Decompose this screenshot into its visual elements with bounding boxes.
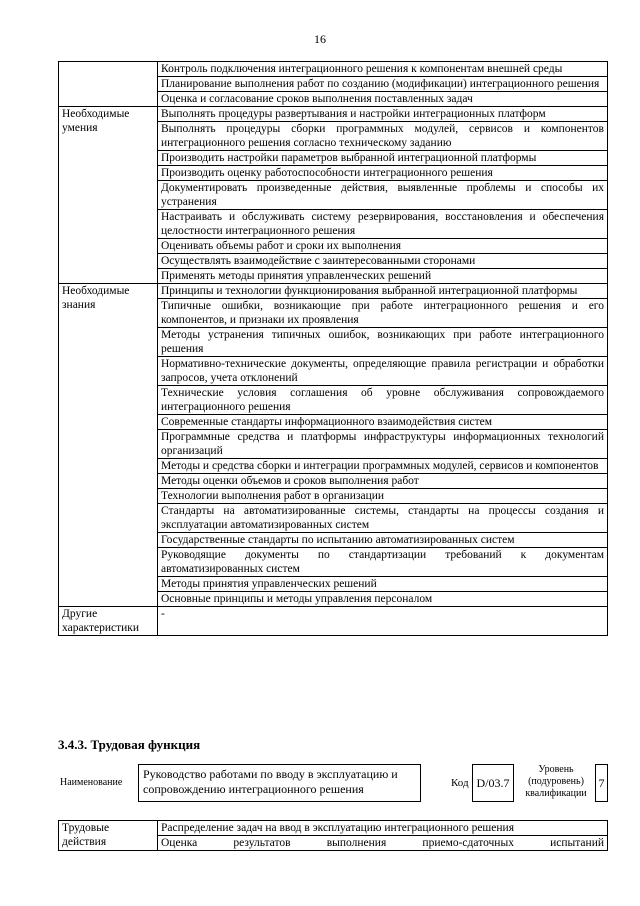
knowledge-item: Стандарты на автоматизированные системы, стандарты на процессы создания и эксплуатации автоматизированных систем bbox=[158, 504, 608, 533]
skills-item: Производить настройки параметров выбранной интеграционной платформы bbox=[158, 151, 608, 166]
action-item: Оценка результатов выполнения приемо-сдаточных испытаний bbox=[158, 836, 608, 851]
table-row bbox=[59, 607, 608, 636]
knowledge-item: Типичные ошибки, возникающие при работе интеграционного решения и его компонентов, и признаки их проявления bbox=[158, 299, 608, 328]
function-name: Руководство работами по вводу в эксплуатацию и сопровождению интеграционного решения bbox=[138, 764, 421, 802]
knowledge-label: Необходимые знания bbox=[59, 284, 158, 607]
knowledge-item: Современные стандарты информационного взаимодействия систем bbox=[158, 415, 608, 430]
skills-item: Осуществлять взаимодействие с заинтересованными сторонами bbox=[158, 254, 608, 269]
knowledge-item: Методы принятия управленческих решений bbox=[158, 577, 608, 592]
skills-item: Применять методы принятия управленческих решений bbox=[158, 269, 608, 284]
row-text: Планирование выполнения работ по созданию (модификации) интеграционного решения bbox=[158, 77, 608, 92]
level-label: Уровень (подуровень) квалификации bbox=[525, 764, 587, 799]
skills-label: Необходимые умения bbox=[59, 107, 158, 284]
function-code: D/03.7 bbox=[472, 764, 514, 802]
skills-item: Выполнять процедуры сборки программных модулей, сервисов и компонентов интеграционного решения согласно техническому заданию bbox=[158, 122, 608, 151]
function-level: 7 bbox=[595, 764, 608, 802]
knowledge-item: Государственные стандарты по испытанию автоматизированных систем bbox=[158, 533, 608, 548]
empty-label-cell bbox=[59, 62, 158, 107]
knowledge-item: Нормативно-технические документы, определяющие правила регистрации и обработки запросов, учета отклонений bbox=[158, 357, 608, 386]
knowledge-item: Технические условия соглашения об уровне обслуживания сопровождаемого интеграционного решения bbox=[158, 386, 608, 415]
table-row bbox=[59, 284, 608, 299]
requirements-table bbox=[58, 61, 608, 636]
action-item: Распределение задач на ввод в эксплуатацию интеграционного решения bbox=[158, 821, 608, 836]
row-text: Контроль подключения интеграционного решения к компонентам внешней среды bbox=[158, 62, 608, 77]
knowledge-item: Методы и средства сборки и интеграции программных модулей, сервисов и компонентов bbox=[158, 459, 608, 474]
other-label: Другие характеристики bbox=[59, 607, 158, 636]
skills-item: Документировать произведенные действия, выявленные проблемы и способы их устранения bbox=[158, 181, 608, 210]
table-row bbox=[59, 62, 608, 77]
name-label: Наименование bbox=[60, 777, 123, 788]
labor-actions-table bbox=[58, 820, 608, 851]
skills-item: Настраивать и обслуживать систему резервирования, восстановления и обеспечения целостности интеграционного решения bbox=[158, 210, 608, 239]
table-row bbox=[59, 107, 608, 122]
section-title: 3.4.3. Трудовая функция bbox=[58, 737, 201, 752]
skills-item: Производить оценку работоспособности интеграционного решения bbox=[158, 166, 608, 181]
code-label: Код bbox=[451, 777, 469, 789]
knowledge-item: Программные средства и платформы инфраструктуры информационных технологий организаций bbox=[158, 430, 608, 459]
knowledge-item: Методы оценки объемов и сроков выполнения работ bbox=[158, 474, 608, 489]
knowledge-item: Основные принципы и методы управления персоналом bbox=[158, 592, 608, 607]
table-row bbox=[59, 821, 608, 836]
row-text: Оценка и согласование сроков выполнения поставленных задач bbox=[158, 92, 608, 107]
knowledge-item: Принципы и технологии функционирования выбранной интеграционной платформы bbox=[158, 284, 608, 299]
knowledge-item: Руководящие документы по стандартизации требований к документам автоматизированных систем bbox=[158, 548, 608, 577]
skills-item: Оценивать объемы работ и сроки их выполнения bbox=[158, 239, 608, 254]
skills-item: Выполнять процедуры развертывания и настройки интеграционных платформ bbox=[158, 107, 608, 122]
page-number: 16 bbox=[314, 32, 326, 46]
other-value: - bbox=[158, 607, 608, 636]
function-header bbox=[58, 760, 608, 806]
knowledge-item: Методы устранения типичных ошибок, возникающих при работе интеграционного решения bbox=[158, 328, 608, 357]
actions-label: Трудовые действия bbox=[59, 821, 158, 851]
knowledge-item: Технологии выполнения работ в организации bbox=[158, 489, 608, 504]
